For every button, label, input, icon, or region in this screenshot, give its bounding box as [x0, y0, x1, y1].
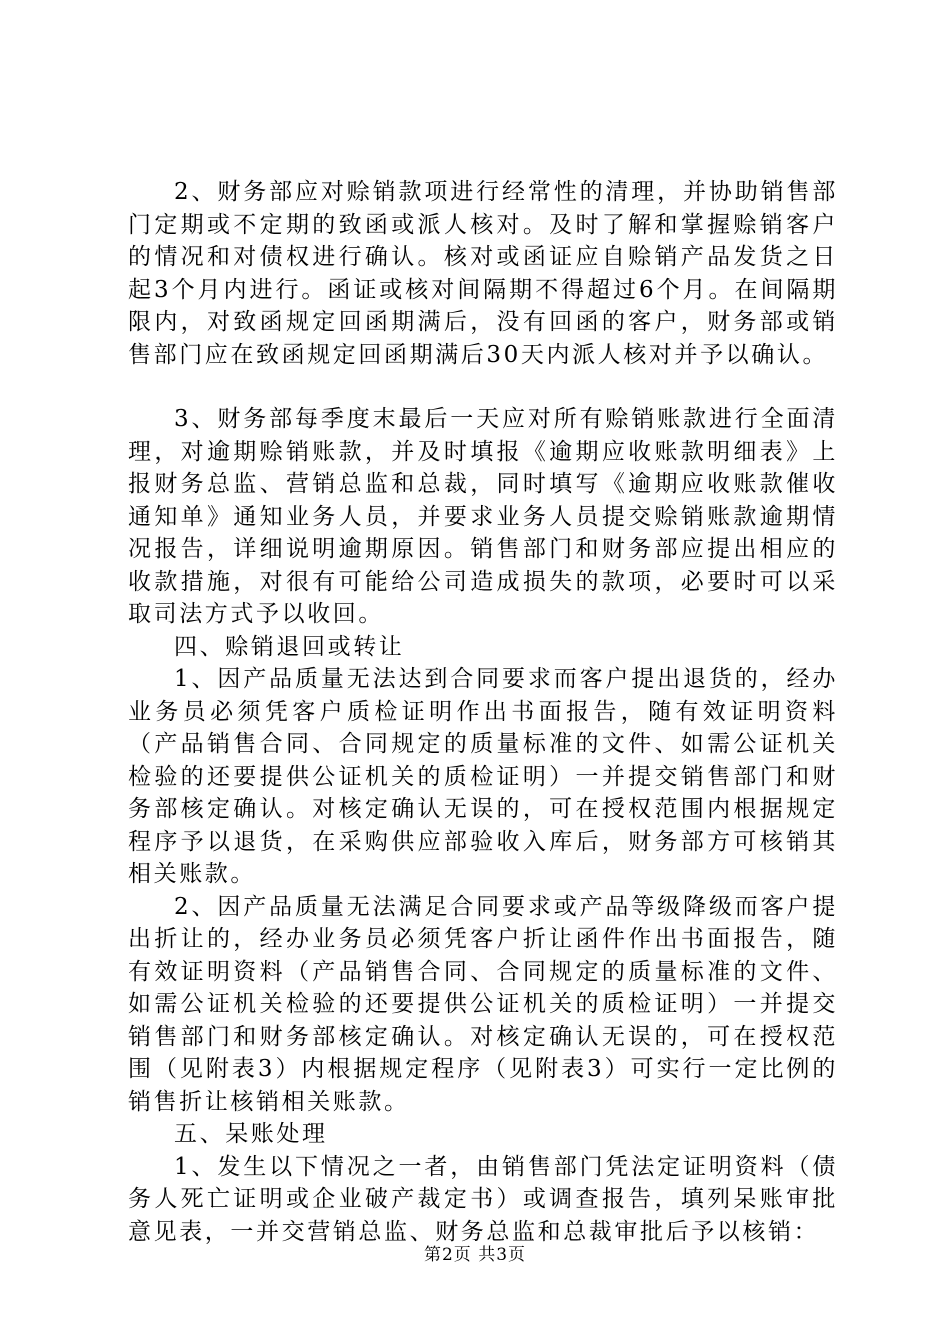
paragraph-finance-clearing: 2、财务部应对赊销款项进行经常性的清理，并协助销售部门定期或不定期的致函或派人核对。及时了解和掌握赊销客户的情况和对债权进行确认。核对或函证应自赊销产品发货之日起3个月内进行。函证或核对间隔期不得超过6个月。在间隔期限内，对致函规定回函期满后，没有回函的客户，财务部或销售部门应在致函规定回函期满后30天内派人核对并予以确认。: [128, 179, 838, 368]
document-body: [128, 176, 838, 1248]
paragraph-quality-discount: 2、因产品质量无法满足合同要求或产品等级降级而客户提出折让的，经办业务员必须凭客户折让函件作出书面报告，随有效证明资料（产品销售合同、合同规定的质量标准的文件、如需公证机关检验的还要提供公证机关的质检证明）一并提交销售部门和财务部核定确认。对核定确认无误的，可在授权范围（见附表3）内根据规定程序（见附表3）可实行一定比例的销售折让核销相关账款。: [128, 893, 838, 1115]
paragraph-quarterly-clearing: 3、财务部每季度末最后一天应对所有赊销账款进行全面清理，对逾期赊销账款，并及时填报《逾期应收账款明细表》上报财务总监、营销总监和总裁，同时填写《逾期应收账款催收通知单》通知业务人员，并要求业务人员提交赊销账款逾期情况报告，详细说明逾期原因。销售部门和财务部应提出相应的收款措施，对很有可能给公司造成损失的款项，必要时可以采取司法方式予以收回。: [128, 406, 838, 627]
paragraph-quality-returns: 1、因产品质量无法达到合同要求而客户提出退货的，经办业务员必须凭客户质检证明作出书面报告，随有效证明资料（产品销售合同、合同规定的质量标准的文件、如需公证机关检验的还要提供公证机关的质检证明）一并提交销售部门和财务部核定确认。对核定确认无误的，可在授权范围内根据规定程序予以退货，在采购供应部验收入库后，财务部方可核销其相关账款。: [128, 666, 838, 887]
section-heading-returns: 四、赊销退回或转让: [174, 633, 405, 660]
paragraph-bad-debt-conditions: 1、发生以下情况之一者，由销售部门凭法定证明资料（债务人死亡证明或企业破产裁定书）或调查报告，填列呆账审批意见表，一并交营销总监、财务总监和总裁审批后予以核销：: [128, 1153, 838, 1245]
page-footer: 第2页 共3页: [423, 1245, 527, 1265]
section-heading-bad-debt: 五、呆账处理: [174, 1121, 328, 1147]
